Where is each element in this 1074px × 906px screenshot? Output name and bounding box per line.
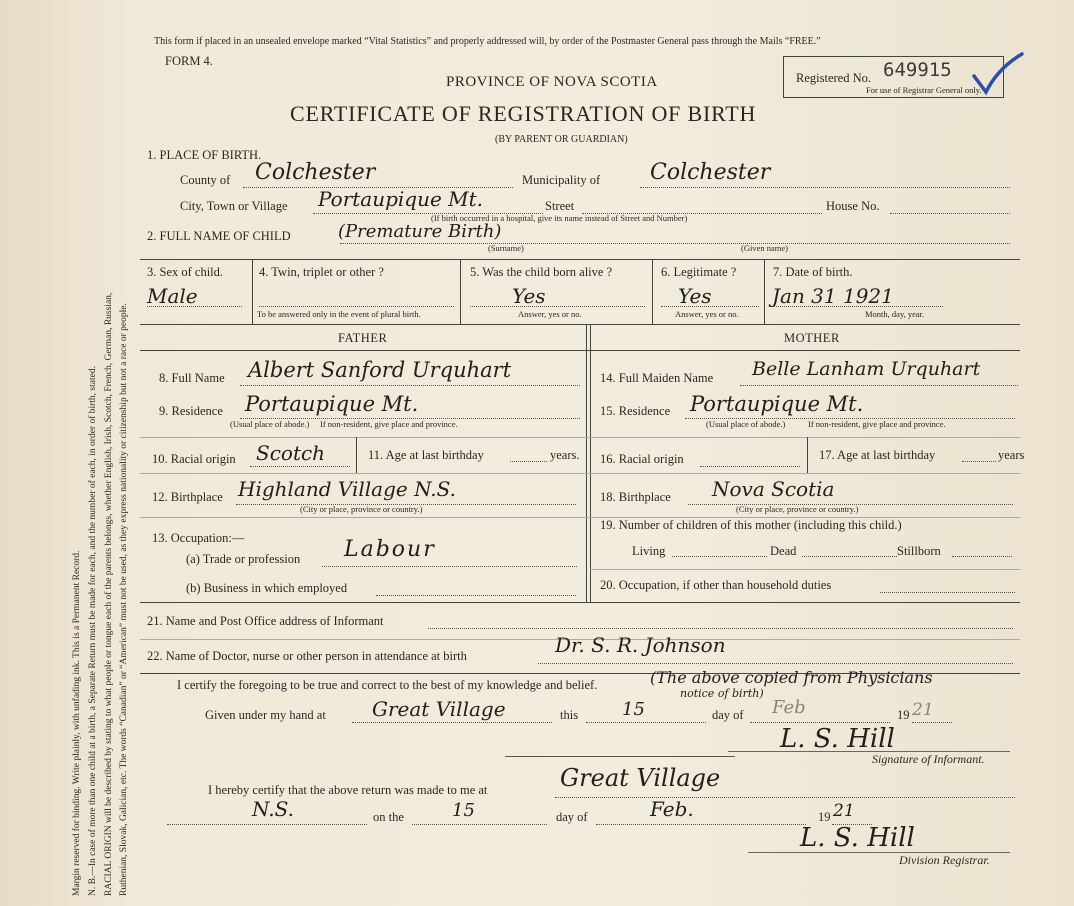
certificate-subtitle: (BY PARENT OR GUARDIAN) — [495, 134, 628, 145]
hospital-note: (If birth occurred in a hospital, give its name instead of Street and Number) — [431, 213, 688, 223]
father-birthplace-label: 12. Birthplace — [152, 490, 223, 504]
father-age-years: years. — [550, 448, 580, 462]
this-label: this — [560, 708, 579, 722]
province-heading: PROVINCE OF NOVA SCOTIA — [446, 74, 658, 90]
house-no-label: House No. — [826, 199, 880, 213]
mother-name-label: 14. Full Maiden Name — [600, 371, 714, 385]
returned-place-2-value: N.S. — [252, 797, 294, 821]
legitimate-label: 6. Legitimate ? — [661, 265, 737, 279]
certify-statement: I certify the foregoing to be true and correct to the best of my knowledge and belief. — [177, 678, 598, 692]
legitimate-answer-note: Answer, yes or no. — [675, 309, 739, 319]
municipality-label: Municipality of — [522, 173, 601, 187]
returned-day-value: 15 — [452, 800, 475, 821]
day-of-label: day of — [712, 708, 744, 722]
mother-birthplace-label: 18. Birthplace — [600, 490, 671, 504]
father-usual-abode-note: (Usual place of abode.) — [230, 419, 310, 429]
signature-informant-caption: Signature of Informant. — [872, 752, 985, 766]
father-name-label: 8. Full Name — [159, 371, 225, 385]
mother-occupation-label: 20. Occupation, if other than household duties — [600, 578, 832, 592]
form-number: FORM 4. — [165, 54, 213, 68]
business-label: (b) Business in which employed — [186, 581, 348, 595]
sex-value: Male — [147, 284, 198, 308]
mother-usual-abode-note: (Usual place of abode.) — [706, 419, 786, 429]
trade-label: (a) Trade or profession — [186, 552, 301, 566]
father-heading: FATHER — [338, 331, 388, 345]
margin-note-multiple-births: N. B.—In case of more than one child at a birth, a Separate Return must be made for each, and the number of each, in order of birth, stated. — [88, 366, 98, 896]
margin-note-binding: Margin reserved for binding. Write plainly, with unfading ink. This is a Permanent Record. — [72, 550, 82, 896]
father-trade-value: Labour — [344, 537, 436, 562]
returned-month-value: Feb. — [650, 797, 694, 821]
father-racial-label: 10. Racial origin — [152, 452, 236, 466]
city-town-label: City, Town or Village — [180, 199, 288, 213]
registered-label: Registered No. — [796, 71, 871, 85]
father-birthplace-value: Highland Village N.S. — [238, 477, 457, 501]
given-name-caption: (Given name) — [741, 243, 788, 253]
place-of-birth-label: 1. PLACE OF BIRTH. — [147, 148, 262, 162]
date-format-note: Month, day, year. — [865, 309, 925, 319]
street-label: Street — [545, 199, 575, 213]
returned-year-value: 21 — [833, 801, 855, 821]
mother-birthplace-caption: (City or place, province or country.) — [736, 504, 859, 514]
father-age-label: 11. Age at last birthday — [368, 448, 484, 462]
registrar-note: For use of Registrar General only. — [866, 85, 982, 95]
given-year-prefix: 19 — [897, 708, 910, 722]
date-of-birth-label: 7. Date of birth. — [773, 265, 853, 279]
sex-label: 3. Sex of child. — [147, 265, 224, 279]
mother-racial-label: 16. Racial origin — [600, 452, 684, 466]
certificate-title: CERTIFICATE OF REGISTRATION OF BIRTH — [290, 101, 757, 126]
informant-label: 21. Name and Post Office address of Informant — [147, 614, 384, 628]
on-the-label: on the — [373, 810, 404, 824]
division-registrar-caption: Division Registrar. — [899, 853, 990, 867]
doctor-value: Dr. S. R. Johnson — [555, 633, 726, 657]
mother-heading: MOTHER — [784, 331, 840, 345]
twin-label: 4. Twin, triplet or other ? — [259, 265, 384, 279]
stillborn-label: Stillborn — [897, 544, 941, 558]
occupation-label: 13. Occupation:— — [152, 531, 245, 545]
dead-label: Dead — [770, 544, 797, 558]
father-residence-value: Portaupique Mt. — [245, 392, 419, 416]
given-under-label: Given under my hand at — [205, 708, 326, 722]
given-year-value: 21 — [912, 700, 934, 720]
physician-note: (The above copied from Physicians — [650, 668, 933, 687]
registrar-signature: L. S. Hill — [800, 823, 915, 853]
municipality-value: Colchester — [650, 160, 771, 185]
father-name-value: Albert Sanford Urquhart — [248, 358, 512, 382]
mother-residence-value: Portaupique Mt. — [690, 392, 864, 416]
given-day-value: 15 — [622, 699, 645, 720]
margin-note-racial-origin-2: Ruthenian, Slovak, Galician, etc. The words “Canadian” or “American” must not be used, as they express nationality or citizenship but not a race or people. — [119, 303, 129, 896]
living-label: Living — [632, 544, 666, 558]
given-month-value: Feb — [772, 697, 806, 718]
county-label: County of — [180, 173, 231, 187]
city-town-value: Portaupique Mt. — [318, 187, 484, 211]
mother-birthplace-value: Nova Scotia — [712, 477, 835, 501]
legitimate-value: Yes — [678, 284, 712, 308]
returned-at-value: Great Village — [560, 764, 721, 792]
date-of-birth-value: Jan 31 1921 — [772, 284, 894, 308]
postal-notice: This form if placed in an unsealed envelope marked “Vital Statistics” and properly addressed will, by order of the Postmaster General pass through the Mails “FREE.” — [154, 36, 821, 47]
born-alive-answer-note: Answer, yes or no. — [518, 309, 582, 319]
father-residence-label: 9. Residence — [159, 404, 223, 418]
margin-note-racial-origin: RACIAL ORIGIN will be described by stating to what people or tongue each of the parents belongs, whether English, Irish, Scotch, French, German, Russian, — [104, 292, 114, 896]
mother-residence-label: 15. Residence — [600, 404, 671, 418]
num-children-label: 19. Number of children of this mother (including this child.) — [600, 518, 902, 532]
child-name-label: 2. FULL NAME OF CHILD — [147, 229, 291, 243]
mother-age-label: 17. Age at last birthday — [819, 448, 936, 462]
county-value: Colchester — [255, 160, 376, 185]
physician-note-2: notice of birth) — [680, 687, 764, 700]
check-mark-icon — [968, 50, 1028, 100]
doctor-label: 22. Name of Doctor, nurse or other person in attendance at birth — [147, 649, 467, 663]
mother-name-value: Belle Lanham Urquhart — [752, 358, 981, 380]
given-at-value: Great Village — [372, 697, 506, 721]
surname-caption: (Surname) — [488, 243, 524, 253]
returned-year-prefix: 19 — [818, 810, 831, 824]
father-non-resident-note: If non-resident, give place and province. — [320, 419, 458, 429]
day-of-label-2: day of — [556, 810, 588, 824]
father-birthplace-caption: (City or place, province or country.) — [300, 504, 423, 514]
father-racial-value: Scotch — [256, 441, 326, 465]
registered-number: 649915 — [883, 59, 952, 81]
twin-note: To be answered only in the event of plural birth. — [257, 309, 421, 319]
child-name-value: (Premature Birth) — [338, 221, 502, 242]
mother-non-resident-note: If non-resident, give place and province. — [808, 419, 946, 429]
hereby-certify-label: I hereby certify that the above return was made to me at — [208, 783, 488, 797]
informant-signature: L. S. Hill — [780, 724, 895, 754]
born-alive-label: 5. Was the child born alive ? — [470, 265, 613, 279]
mother-age-years: years — [998, 448, 1025, 462]
born-alive-value: Yes — [512, 284, 546, 308]
